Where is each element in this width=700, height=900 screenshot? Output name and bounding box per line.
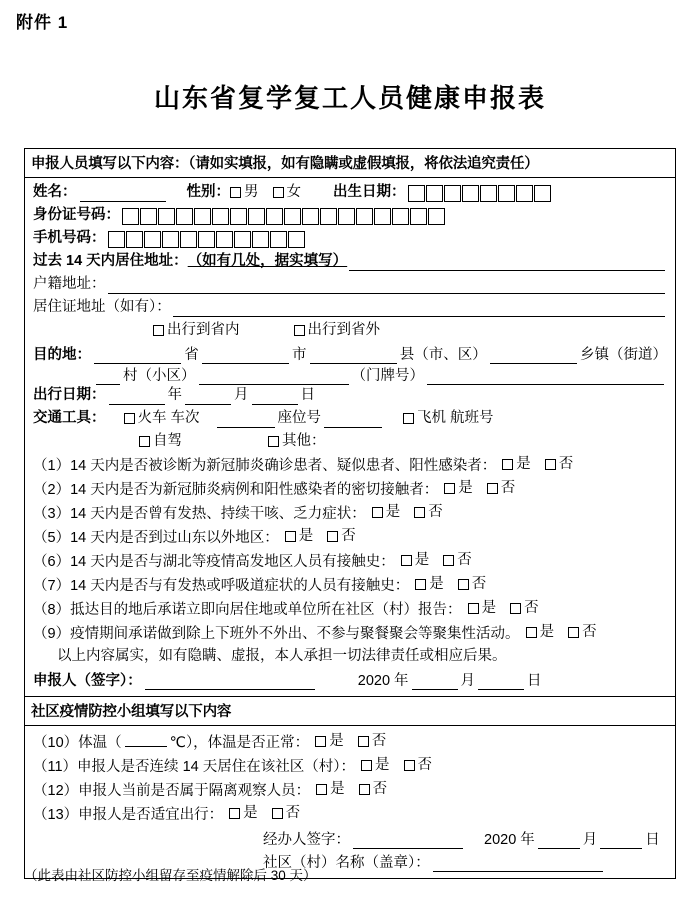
- transport-option-plane[interactable]: [403, 408, 494, 428]
- phone-cells[interactable]: [108, 231, 306, 248]
- travel-scope-inside-label: 出行到省内: [167, 322, 240, 338]
- char-cell[interactable]: [230, 208, 247, 225]
- question-6-no[interactable]: [443, 550, 472, 571]
- travel-scope-inside[interactable]: [153, 320, 240, 340]
- checkbox-icon[interactable]: [327, 531, 338, 542]
- char-cell[interactable]: [162, 231, 179, 248]
- question-13-text: （13）申报人是否适宜出行：: [33, 807, 224, 823]
- checkbox-icon[interactable]: [272, 808, 283, 819]
- no-label: 否: [582, 624, 597, 640]
- question-9-text: （9）疫情期间承诺做到除上下班外不外出、不参与聚餐聚会等聚集性活动。: [33, 626, 520, 642]
- question-12-yes[interactable]: [316, 779, 345, 800]
- question-11: [33, 755, 667, 778]
- char-cell[interactable]: [180, 231, 197, 248]
- row-transport-2: [33, 431, 667, 451]
- name-label: 姓名：: [33, 184, 77, 200]
- yes-label: 是: [429, 576, 444, 592]
- question-10: [33, 730, 667, 754]
- char-cell[interactable]: [516, 185, 533, 202]
- question-10-yes[interactable]: [315, 731, 344, 752]
- char-cell[interactable]: [140, 208, 157, 225]
- community-name-input[interactable]: [433, 855, 603, 872]
- question-9-no[interactable]: [568, 622, 597, 643]
- checkbox-icon[interactable]: [139, 436, 150, 447]
- address14-input[interactable]: [349, 254, 665, 271]
- declarant-date-year: 2020 年: [357, 673, 409, 689]
- question-12-no[interactable]: [359, 779, 388, 800]
- row-hukou-address: [33, 274, 667, 294]
- hukou-label: 户籍地址：: [33, 276, 106, 292]
- destination-unit-county: 县（市、区）: [399, 347, 487, 363]
- checkbox-icon[interactable]: [361, 760, 372, 771]
- yes-label: 是: [243, 805, 258, 821]
- yes-label: 是: [298, 528, 314, 544]
- char-cell[interactable]: [216, 231, 233, 248]
- char-cell[interactable]: [144, 231, 161, 248]
- checkbox-icon[interactable]: [458, 579, 469, 590]
- yes-label: 是: [458, 480, 473, 496]
- declarant-date-month: 月: [460, 673, 476, 689]
- handler-date-day-input[interactable]: [600, 832, 642, 849]
- question-3-text: （3）14 天内是否曾有发热、持续干咳、乏力症状：: [33, 506, 366, 522]
- residence-permit-label: 居住证地址（如有）：: [33, 299, 171, 315]
- row-declarant-signature: [33, 669, 667, 690]
- no-label: 否: [372, 781, 388, 797]
- destination-town-input[interactable]: [490, 348, 577, 364]
- handler-date-month: 月: [582, 832, 598, 848]
- checkbox-icon[interactable]: [229, 808, 240, 819]
- question-13: [33, 803, 667, 826]
- question-7-yes[interactable]: [415, 574, 444, 595]
- question-12: [33, 779, 667, 802]
- checkbox-icon[interactable]: [359, 784, 370, 795]
- travel-date-day-input[interactable]: [252, 388, 298, 405]
- birthdate-cells[interactable]: [408, 185, 552, 202]
- page-title: 山东省复学复工人员健康申报表: [153, 84, 546, 113]
- question-11-no[interactable]: [404, 755, 433, 776]
- question-12-text: （12）申报人当前是否属于隔离观察人员：: [33, 783, 311, 799]
- question-6-text: （6）14 天内是否与湖北等疫情高发地区人员有接触史：: [33, 554, 395, 570]
- no-label: 否: [558, 456, 574, 472]
- destination-village-input[interactable]: [96, 369, 120, 385]
- question-11-yes[interactable]: [361, 755, 390, 776]
- handler-date-year: 2020 年: [484, 832, 535, 848]
- yes-label: 是: [539, 624, 555, 640]
- char-cell[interactable]: [320, 208, 337, 225]
- transport-option-train[interactable]: [124, 408, 200, 428]
- checkbox-icon[interactable]: [401, 555, 412, 566]
- question-6: [33, 550, 667, 573]
- transport-plane-label: 飞机 航班号: [417, 410, 494, 426]
- gender-option-female[interactable]: [273, 182, 302, 202]
- gender-female-label: 女: [286, 184, 301, 200]
- question-10-pre: （10）体温（: [33, 735, 122, 751]
- transport-option-self-drive[interactable]: [139, 431, 182, 451]
- char-cell[interactable]: [284, 208, 301, 225]
- question-13-no[interactable]: [272, 803, 301, 824]
- checkbox-icon[interactable]: [526, 627, 537, 638]
- checkbox-icon[interactable]: [285, 531, 296, 542]
- transport-train-label: 火车 车次: [137, 410, 200, 426]
- char-cell[interactable]: [212, 208, 229, 225]
- row-travel-date: [33, 385, 667, 405]
- question-8-yes[interactable]: [468, 598, 497, 619]
- temperature-input[interactable]: [125, 730, 167, 747]
- checkbox-icon[interactable]: [153, 325, 164, 336]
- char-cell[interactable]: [498, 185, 515, 202]
- checkbox-icon[interactable]: [315, 736, 326, 747]
- row-travel-scope: [33, 320, 667, 340]
- question-5-yes[interactable]: [285, 526, 314, 547]
- yes-label: 是: [329, 733, 344, 749]
- destination-label: 目的地：: [33, 347, 91, 363]
- checkbox-icon[interactable]: [510, 603, 521, 614]
- gender-label: 性别：: [186, 184, 230, 200]
- char-cell[interactable]: [234, 231, 251, 248]
- question-1-yes[interactable]: [502, 454, 531, 475]
- declarant-signature-input[interactable]: [145, 673, 315, 690]
- attachment-label: 附件 1: [16, 13, 69, 32]
- checkbox-icon[interactable]: [404, 760, 415, 771]
- question-2-text: （2）14 天内是否为新冠肺炎病例和阳性感染者的密切接触者：: [33, 482, 439, 498]
- destination-unit-town: 乡镇（街道）: [580, 347, 667, 363]
- question-10-post: ），体温是否正常：: [185, 735, 310, 751]
- row-destination-1: [33, 343, 667, 364]
- checkbox-icon[interactable]: [358, 736, 369, 747]
- destination-province-input[interactable]: [94, 348, 181, 364]
- row-phone-number: [33, 228, 667, 248]
- address14-label: 过去 14 天内居住地址：: [33, 253, 188, 269]
- char-cell[interactable]: [356, 208, 373, 225]
- health-declaration-form: [24, 148, 676, 879]
- destination-house-input[interactable]: [199, 369, 349, 385]
- char-cell[interactable]: [444, 185, 461, 202]
- char-cell[interactable]: [270, 231, 287, 248]
- question-9: [33, 622, 667, 645]
- question-7-text: （7）14 天内是否与有发热或呼吸道症状的人员有接触史：: [33, 578, 410, 594]
- char-cell[interactable]: [534, 185, 551, 202]
- question-1-no[interactable]: [545, 454, 574, 475]
- no-label: 否: [428, 504, 443, 520]
- question-5: [33, 526, 667, 549]
- seat-number-input[interactable]: [324, 411, 382, 428]
- transport-self-label: 自驾: [153, 433, 182, 449]
- question-2-yes[interactable]: [444, 478, 473, 499]
- row-id-number: [33, 205, 667, 225]
- checkbox-icon[interactable]: [414, 507, 425, 518]
- birthdate-label: 出生日期：: [333, 184, 406, 200]
- char-cell[interactable]: [462, 185, 479, 202]
- char-cell[interactable]: [194, 208, 211, 225]
- destination-unit-province: 省: [184, 347, 199, 363]
- char-cell[interactable]: [408, 185, 425, 202]
- destination-county-input[interactable]: [310, 348, 397, 364]
- question-10-no[interactable]: [358, 731, 387, 752]
- char-cell[interactable]: [126, 231, 143, 248]
- question-2: [33, 478, 667, 501]
- char-cell[interactable]: [122, 208, 139, 225]
- char-cell[interactable]: [108, 231, 125, 248]
- question-10-unit: ℃: [169, 735, 186, 751]
- question-3: [33, 502, 667, 525]
- destination-unit-city: 市: [292, 347, 307, 363]
- char-cell[interactable]: [428, 208, 445, 225]
- checkbox-icon[interactable]: [316, 784, 327, 795]
- no-label: 否: [457, 552, 472, 568]
- question-9-yes[interactable]: [526, 622, 555, 643]
- name-input[interactable]: [80, 185, 166, 202]
- checkbox-icon[interactable]: [230, 187, 241, 198]
- section1-header: 申报人员填写以下内容：（请如实填报，如有隐瞒或虚假填报，将依法追究责任）: [25, 149, 675, 178]
- checkbox-icon[interactable]: [294, 325, 305, 336]
- community-name-label: 社区（村）名称（盖章）：: [263, 855, 430, 871]
- train-number-input[interactable]: [217, 411, 275, 428]
- row-destination-2: [33, 364, 667, 385]
- question-13-yes[interactable]: [229, 803, 258, 824]
- no-label: 否: [524, 600, 539, 616]
- travel-date-unit-year: 年: [167, 387, 182, 403]
- row-residence-permit-address: [33, 297, 667, 317]
- id-label: 身份证号码：: [33, 207, 120, 223]
- checkbox-icon[interactable]: [403, 413, 414, 424]
- yes-label: 是: [385, 504, 401, 520]
- transport-option-other[interactable]: [268, 431, 326, 451]
- yes-label: 是: [516, 456, 531, 472]
- travel-scope-outside-label: 出行到省外: [307, 322, 380, 338]
- question-3-no[interactable]: [414, 502, 443, 523]
- residence-permit-input[interactable]: [173, 300, 665, 317]
- question-8-text: （8）抵达目的地后承诺立即向居住地或单位所在社区（村）报告：: [33, 602, 462, 618]
- handler-signature-label: 经办人签字：: [263, 832, 350, 848]
- declaration-text-row: [33, 646, 667, 667]
- char-cell[interactable]: [248, 208, 265, 225]
- checkbox-icon[interactable]: [372, 507, 383, 518]
- char-cell[interactable]: [198, 231, 215, 248]
- no-label: 否: [500, 480, 516, 496]
- question-5-text: （5）14 天内是否到过山东以外地区：: [33, 530, 279, 546]
- declarant-date-day-input[interactable]: [478, 673, 524, 690]
- row-transport: [33, 408, 667, 428]
- destination-city-input[interactable]: [202, 348, 289, 364]
- char-cell[interactable]: [266, 208, 283, 225]
- handler-signature-input[interactable]: [353, 832, 463, 849]
- yes-label: 是: [414, 552, 430, 568]
- question-8-no[interactable]: [510, 598, 539, 619]
- question-7: [33, 574, 667, 597]
- row-name-gender-birth: [33, 182, 667, 202]
- travel-date-unit-month: 月: [234, 387, 249, 403]
- char-cell[interactable]: [410, 208, 427, 225]
- question-6-yes[interactable]: [401, 550, 430, 571]
- no-label: 否: [417, 757, 432, 773]
- char-cell[interactable]: [480, 185, 497, 202]
- travel-date-label: 出行日期：: [33, 387, 106, 403]
- travel-scope-outside[interactable]: [294, 320, 381, 340]
- declaration-text: 以上内容属实，如有隐瞒、虚报，本人承担一切法律责任或相应后果。: [57, 648, 507, 664]
- checkbox-icon[interactable]: [545, 459, 556, 470]
- destination-unit-house: （门牌号）: [351, 368, 424, 384]
- char-cell[interactable]: [392, 208, 409, 225]
- checkbox-icon[interactable]: [487, 483, 498, 494]
- char-cell[interactable]: [288, 231, 305, 248]
- row-address-14days: [33, 251, 667, 271]
- yes-label: 是: [481, 600, 497, 616]
- gender-option-male[interactable]: [230, 182, 259, 202]
- char-cell[interactable]: [158, 208, 175, 225]
- row-handler-signature: [33, 828, 667, 849]
- id-cells[interactable]: [122, 208, 446, 225]
- address14-note: （如有几处，据实填写）: [187, 253, 348, 269]
- checkbox-icon[interactable]: [273, 187, 284, 198]
- question-11-text: （11）申报人是否连续 14 天居住在该社区（村）：: [33, 759, 355, 775]
- question-7-no[interactable]: [458, 574, 487, 595]
- gender-male-label: 男: [244, 184, 259, 200]
- checkbox-icon[interactable]: [502, 459, 513, 470]
- char-cell[interactable]: [176, 208, 193, 225]
- char-cell[interactable]: [338, 208, 355, 225]
- hukou-input[interactable]: [108, 277, 666, 294]
- checkbox-icon[interactable]: [443, 555, 454, 566]
- question-1: [33, 454, 667, 477]
- checkbox-icon[interactable]: [268, 436, 279, 447]
- no-label: 否: [371, 733, 387, 749]
- yes-label: 是: [375, 757, 390, 773]
- checkbox-icon[interactable]: [468, 603, 479, 614]
- transport-seat-label: 座位号: [277, 410, 322, 426]
- question-8: [33, 598, 667, 621]
- yes-label: 是: [330, 781, 345, 797]
- travel-date-unit-day: 日: [300, 387, 315, 403]
- travel-date-month-input[interactable]: [185, 388, 231, 405]
- handler-date-month-input[interactable]: [538, 832, 580, 849]
- declarant-signature-label: 申报人（签字）：: [33, 673, 142, 689]
- question-3-yes[interactable]: [372, 502, 401, 523]
- char-cell[interactable]: [426, 185, 443, 202]
- no-label: 否: [285, 805, 301, 821]
- handler-date-day: 日: [645, 832, 660, 848]
- destination-tail-input[interactable]: [427, 369, 664, 385]
- section1-body: [25, 178, 675, 696]
- question-1-text: （1）14 天内是否被诊断为新冠肺炎确诊患者、疑似患者、阳性感染者：: [33, 458, 497, 474]
- footnote: （此表由社区防控小组留存至疫情解除后 30 天）: [24, 868, 317, 883]
- section2-header: 社区疫情防控小组填写以下内容: [25, 696, 675, 726]
- section2-body: [25, 726, 675, 878]
- checkbox-icon[interactable]: [444, 483, 455, 494]
- no-label: 否: [471, 576, 487, 592]
- question-2-no[interactable]: [487, 478, 516, 499]
- travel-date-year-input[interactable]: [109, 388, 165, 405]
- checkbox-icon[interactable]: [124, 413, 135, 424]
- transport-label: 交通工具：: [33, 410, 106, 426]
- no-label: 否: [341, 528, 356, 544]
- char-cell[interactable]: [252, 231, 269, 248]
- char-cell[interactable]: [302, 208, 319, 225]
- declarant-date-day: 日: [527, 673, 542, 689]
- checkbox-icon[interactable]: [568, 627, 579, 638]
- declarant-date-month-input[interactable]: [412, 673, 458, 690]
- question-5-no[interactable]: [327, 526, 356, 547]
- char-cell[interactable]: [374, 208, 391, 225]
- transport-other-label: 其他：: [282, 433, 326, 449]
- phone-label: 手机号码：: [33, 230, 106, 246]
- destination-unit-village: 村（小区）: [123, 368, 196, 384]
- checkbox-icon[interactable]: [415, 579, 426, 590]
